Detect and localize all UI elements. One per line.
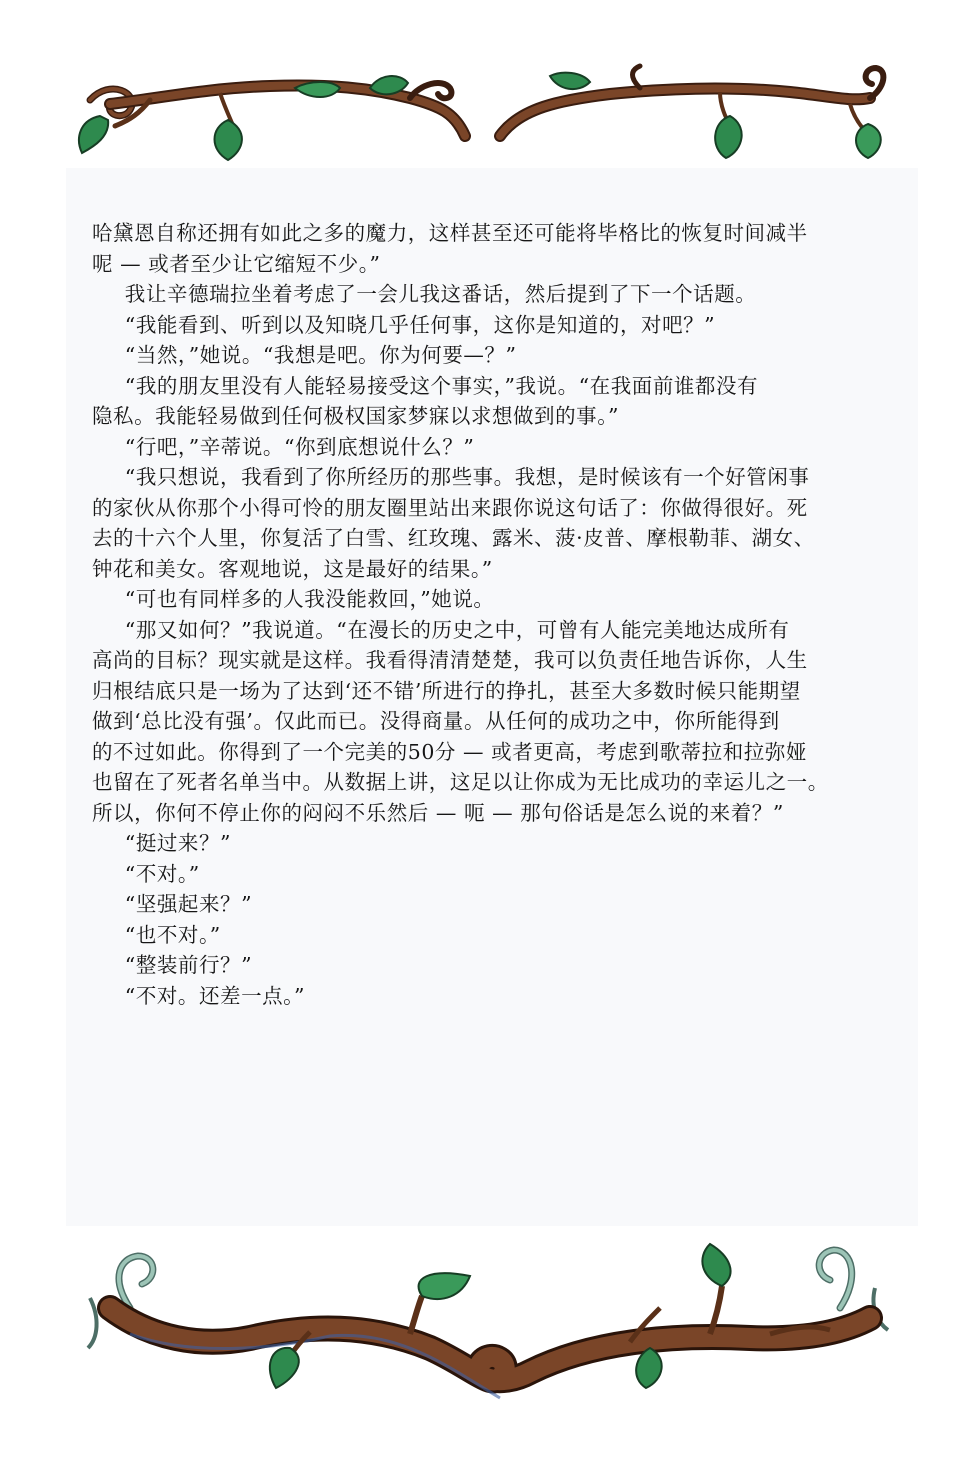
- paragraph-line: 钟花和美女。客观地说，这是最好的结果。”: [92, 556, 493, 581]
- paragraph-line: 呢 — 或者至少让它缩短不少。”: [92, 251, 381, 276]
- paragraph-line: 做到‘总比没有强’。仅此而已。没得商量。从任何的成功之中，你所能得到: [92, 709, 780, 733]
- vine-branch-icon: [70, 58, 475, 168]
- paragraph-line: “我的朋友里没有人能轻易接受这个事实，”我说。“在我面前谁都没有: [124, 373, 759, 398]
- paragraph-line: 所以，你何不停止你的闷闷不乐然后 — 呃 — 那句俗话是怎么说的来着？”: [92, 800, 784, 825]
- paragraph-line: “不对。还差一点。”: [124, 983, 306, 1008]
- paragraph-line: 也留在了死者名单当中。从数据上讲，这足以让你成为无比成功的幸运儿之一。: [92, 770, 829, 794]
- paragraph-line: 归根结底只是一场为了达到‘还不错’所进行的挣扎，甚至大多数时候只能期望: [92, 678, 801, 703]
- paragraph-line: “行吧，”辛蒂说。“你到底想说什么？”: [124, 434, 475, 459]
- paragraph-line: “坚强起来？”: [124, 892, 253, 916]
- paragraph-line: “不对。”: [124, 861, 200, 886]
- vine-branch-icon: [70, 1238, 900, 1438]
- paragraph-line: “也不对。”: [124, 922, 221, 947]
- paragraph-line: 去的十六个人里，你复活了白雪、红玫瑰、露米、菠·皮普、摩根勒菲、湖女、: [92, 526, 815, 550]
- paragraph-line: 隐私。我能轻易做到任何极权国家梦寐以求想做到的事。”: [92, 404, 620, 428]
- chapter-text: [92, 218, 922, 1011]
- paragraph-line: 的家伙从你那个小得可怜的朋友圈里站出来跟你说这句话了：你做得很好。死: [92, 495, 808, 520]
- paragraph-line: “整装前行？”: [124, 953, 253, 977]
- paragraph-line: “可也有同样多的人我没能救回，”她说。: [124, 587, 495, 611]
- paragraph-line: “我只想说，我看到了你所经历的那些事。我想，是时候该有一个好管闲事: [124, 465, 810, 489]
- paragraph-line: “挺过来？”: [124, 831, 232, 855]
- paragraph-line: “那又如何？”我说道。“在漫长的历史之中，可曾有人能完美地达成所有: [124, 617, 790, 642]
- paragraph-line: 高尚的目标？现实就是这样。我看得清清楚楚，我可以负责任地告诉你，人生: [92, 648, 808, 672]
- paragraph-line: 哈黛恩自称还拥有如此之多的魔力，这样甚至还可能将毕格比的恢复时间减半: [92, 221, 808, 245]
- paragraph-line: 我让辛德瑞拉坐着考虑了一会儿我这番话，然后提到了下一个话题。: [124, 282, 757, 306]
- paragraph-line: “我能看到、听到以及知晓几乎任何事，这你是知道的，对吧？”: [124, 312, 716, 337]
- vine-branch-icon: [490, 58, 895, 168]
- paragraph-line: “当然，”她说。“我想是吧。你为何要—？”: [124, 343, 517, 367]
- paragraph-line: 的不过如此。你得到了一个完美的50分 — 或者更高，考虑到歌蒂拉和拉弥娅: [92, 739, 807, 764]
